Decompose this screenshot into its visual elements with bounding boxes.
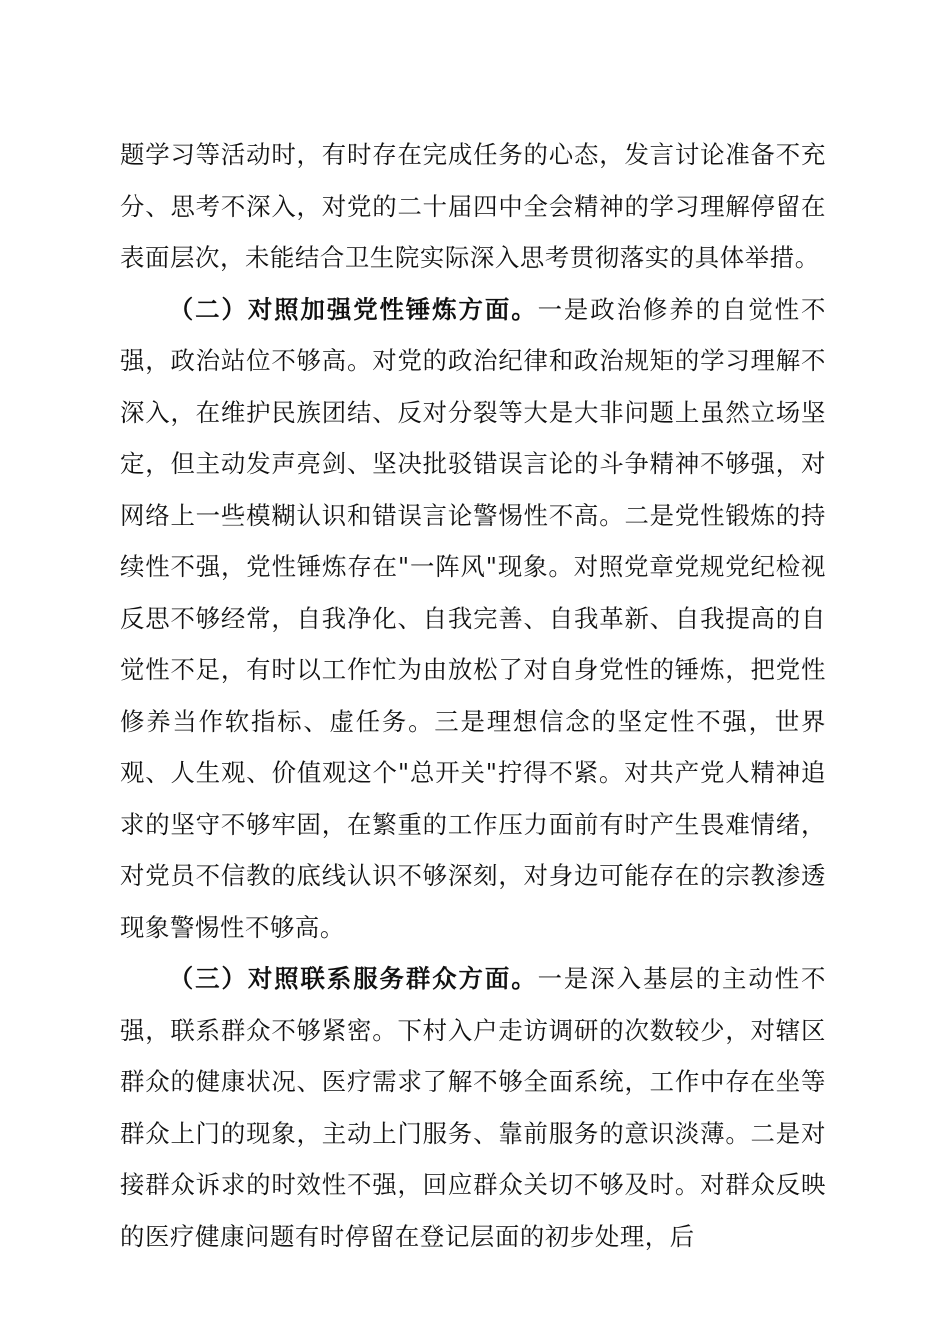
section-heading: （三）对照联系服务群众方面。 xyxy=(168,964,538,993)
section-heading: （二）对照加强党性锤炼方面。 xyxy=(168,294,538,324)
paragraph-body: 一是政治修养的自觉性不强，政治站位不够高。对党的政治纪律和政治规矩的学习理解不深入，在维护民族团结、反对分裂等大是大非问题上虽然立场坚定，但主动发声亮剑、坚决批驳错误言论的斗争精神不够强，对网络上一些模糊认识和错误言论警惕性不高。二是党性锻炼的持续性不强，党性锤炼存在"一阵风"现象。对照党章党规党纪检视反思不够经常，自我净化、自我完善、自我革新、自我提高的自觉性不足，有时以工作忙为由放松了对自身党性的锤炼，把党性修养当作软指标、虚任务。三是理想信念的坚定性不强，世界观、人生观、价值观这个"总开关"拧得不紧。对共产党人精神追求的坚守不够牢固，在繁重的工作压力面前有时产生畏难情绪，对党员不信教的底线认识不够深刻，对身边可能存在的宗教渗透现象警惕性不够高。 xyxy=(120,294,827,942)
paragraph-serving-masses xyxy=(120,953,826,1262)
paragraph-party-spirit xyxy=(120,284,826,954)
document-page xyxy=(120,129,826,1262)
paragraph-body: 一是深入基层的主动性不强，联系群众不够紧密。下村入户走访调研的次数较少，对辖区群众的健康状况、医疗需求了解不够全面系统，工作中存在坐等群众上门的现象，主动上门服务、靠前服务的意识淡薄。二是对接群众诉求的时效性不强，回应群众关切不够及时。对群众反映的医疗健康问题有时停留在登记层面的初步处理，后 xyxy=(120,964,827,1251)
paragraph-continuation xyxy=(120,129,826,284)
paragraph-body: 题学习等活动时，有时存在完成任务的心态，发言讨论准备不充分、思考不深入，对党的二十届四中全会精神的学习理解停留在表面层次，未能结合卫生院实际深入思考贯彻落实的具体举措。 xyxy=(120,140,826,272)
